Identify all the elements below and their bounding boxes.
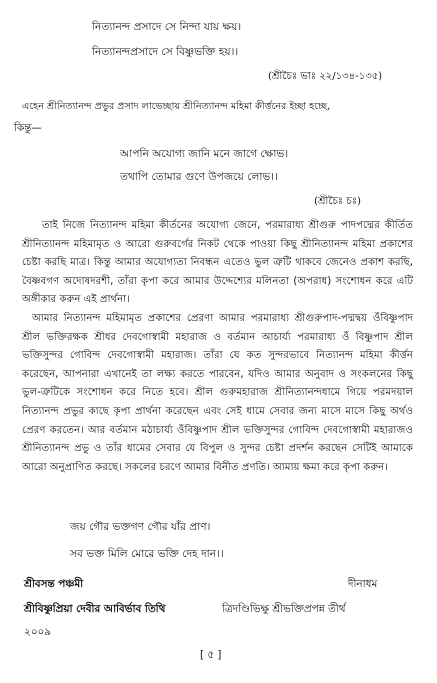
intro-line: কিন্তু— [14,122,42,134]
signature-humble: দীনাধম [348,578,378,590]
verse-line: সব ভক্ত মিলি মোরে ভক্তি দেহ দান।। [70,548,224,560]
paragraph-2 [22,310,413,477]
paragraph-text: তাই নিজে নিত্যানন্দ মহিমা কীর্তনের অযোগ্য জেনে, পরমারাধ্য শ্রীগুরু পাদপদ্মের কীর্তিত শ্রীনিত্যানন্দ মহিমামৃত ও আরো গুরুবর্গের নিকট থেকে পাওয়া কিছু শ্রীনিত্যানন্দ মহিমা প্রকাশের চেষ্টা করছি মাত্র। কিন্তু আমার অযোগ্যতা নিবন্ধন এতেও ভুল ত্রুটি থাকবে জেনেও প্রকাশ করছি, বৈষ্ণবগণ অদোষদরশী, তাঁরা কৃপা করে আমার উদ্দেশ্যের মলিনতা (অপরাধ) সংশোধন করে এটি অঙ্গীকার করুন এই প্রার্থনা। [22,220,413,306]
verse-line: নিত্যানন্দপ্রসাদে সে বিষ্ণুভক্তি হয়।। [92,46,239,58]
date-festival: শ্রীবসন্ত পঞ্চমী [24,578,84,590]
page-number: [ ৫ ] [200,649,222,661]
signature-name: ত্রিদণ্ডিভিক্ষু শ্রীভক্তিপ্রপন্ন তীর্থ [222,603,346,615]
paragraph-text: আমার নিত্যানন্দ মহিমামৃত প্রকাশের প্রেরণা আমার পরমারাধ্য শ্রীগুরুপাদ-পদ্মদ্বয় ওঁবিষ্ণুপাদ শ্রীল ভক্তিরক্ষক শ্রীধর দেবগোস্বামী মহারাজ ও বর্তমান আচার্য্য পরমারাধ্য ওঁ বিষ্ণুপাদ শ্রীল ভক্তিসুন্দর গোবিন্দ দেবগোস্বামী মহারাজ। তাঁরা যে কত সুন্দরভাবে নিত্যানন্দ মহিমা কীর্ত্তন করেছেন, আপনারা এখানেই তা লক্ষ্য করতে পারবেন, যদিও আমার অনুবাদ ও সংকলনের কিছু ভুল-ত্রুটিকে সংশোধন করে নিতে হবে। শ্রীল গুরুমহারাজ শ্রীনিত্যানন্দধামে গিয়ে পরমদয়াল নিত্যানন্দ প্রভুর কাছে কৃপা প্রার্থনা করেছেন এবং সেই ধামে সেবার জন্য মাসে মাসে কিছু অর্থও প্রেরণ করতেন। আর বর্তমান মঠাচার্য্য ওঁবিষ্ণুপাদ শ্রীল ভক্তিসুন্দর গোবিন্দ দেবগোস্বামী মহারাজও শ্রীনিত্যানন্দ প্রভু ও তাঁর ধামের সেবার যে বিপুল ও সুন্দর চেষ্টা প্রদর্শন করছেন সেটিই আমাকে আরো অনুপ্রাণিত করছে। সকলের চরণে আমার বিনীত প্রণতি। আমায় ক্ষমা করে কৃপা করুন। [22,313,413,473]
verse-line: নিত্যানন্দ প্রসাদে সে নিন্দা যায় ক্ষয়। [92,21,242,33]
verse-line: আপনি অযোগ্য জানি মনে জাগে ক্ষোভ। [120,148,289,160]
date-festival-detail: শ্রীবিষ্ণুপ্রিয়া দেবীর আবির্ভাব তিথি [24,603,166,615]
verse-reference: (শ্রীচৈঃ চঃ) [314,196,362,207]
intro-line: এহেন শ্রীনিত্যানন্দ প্রভুর প্রসাদ লাভেচ্ছায় শ্রীনিত্যানন্দ মহিমা কীর্ত্তনের ইচ্ছা হচ্ছে, [22,101,331,112]
verse-line: জয় গৌর ভক্তগণ গৌর যাঁর প্রাণ। [70,521,211,533]
paragraph-1 [22,217,413,310]
date-year: ২০০৯ [24,626,52,638]
verse-reference: (শ্রীচৈঃ ভাঃ ২২/১৩৪-১৩৫) [268,71,383,82]
verse-line: তথাপি তোমার গুণে উপজয়ে লোভ।। [120,171,278,183]
